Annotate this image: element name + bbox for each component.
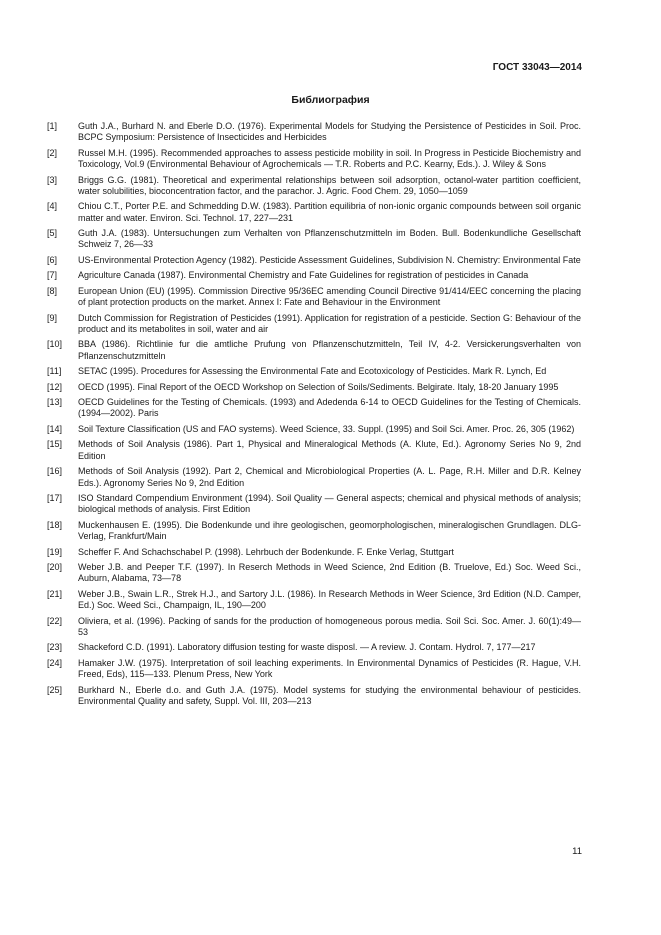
reference-item	[47, 121, 581, 144]
reference-text: Guth J.A. (1983). Untersuchungen zum Verhalten von Pflanzenschutzmitteln im Boden. Bull. Bodenkundliche Gesellschaft Schweiz 7, 26—33	[78, 228, 581, 250]
reference-number: [1]	[47, 121, 58, 131]
reference-number: [16]	[47, 466, 63, 477]
reference-text: Guth J.A., Burhard N. and Eberle D.O. (1976). Experimental Models for Studying the Persistence of Pesticides in Soil. Proc. BCPC Symposium: Persistence of Insecticides and Herbicides	[78, 121, 581, 143]
reference-item	[47, 616, 581, 639]
reference-number: [14]	[47, 423, 63, 434]
reference-number: [19]	[47, 546, 63, 557]
reference-number: [24]	[47, 657, 63, 668]
reference-item	[47, 439, 581, 462]
reference-text: Oliviera, et al. (1996). Packing of sands for the production of homogeneous porous media. Soil Sci. Soc. Amer. J. 60(1):49—53	[78, 615, 581, 637]
reference-text: Russel M.H. (1995). Recommended approaches to assess pesticide mobility in soil. In Progress in Pesticide Biochemistry and Toxicology, Vol.9 (Environmental Behaviour of Agrochemicals — T.R. Roberts and P.C. Kearny, Eds.). J. Wiley & Sons	[78, 147, 581, 170]
reference-number: [13]	[47, 397, 63, 408]
reference-text: Scheffer F. And Schachschabel P. (1998). Lehrbuch der Bodenkunde. F. Enke Verlag, Stuttgart	[78, 546, 454, 557]
reference-text: SETAC (1995). Procedures for Assessing the Environmental Fate and Ecotoxicology of Pesticides. Mark R. Lynch, Ed	[78, 366, 547, 377]
reference-item	[47, 255, 581, 266]
reference-list	[47, 121, 581, 711]
reference-number: [9]	[47, 312, 58, 323]
document-code: ГОСТ 33043—2014	[492, 62, 582, 73]
reference-text: Shackeford C.D. (1991). Laboratory diffusion testing for waste disposl. — A review. J. Contam. Hydrol. 7, 177—217	[78, 642, 536, 653]
reference-item	[47, 270, 581, 281]
reference-item	[47, 339, 581, 362]
reference-text: Methods of Soil Analysis (1992). Part 2, Chemical and Microbiological Properties (A. L. Page, R.H. Miller and D.R. Kelney Eds.). Agronomy Series No 9, 2nd Edition	[78, 466, 581, 488]
reference-item	[47, 520, 581, 543]
reference-item	[47, 313, 581, 336]
page-number: 11	[572, 846, 582, 857]
reference-item	[47, 382, 581, 393]
reference-text: BBA (1986). Richtlinie fur die amtliche Prufung von Pflanzenschutzmitteln, Teil IV, 4-2. Versickerungsverhalten von Pflanzenschutzmitteln	[78, 339, 581, 361]
reference-number: [22]	[47, 615, 63, 626]
reference-item	[47, 493, 581, 516]
reference-text: European Union (EU) (1995). Commission Directive 95/36EC amending Council Directive 91/414/EEC concerning the placing of plant protection products on the market. Annex I: Fate and Behaviour in the Environment	[78, 285, 581, 308]
bibliography-title: Библиография	[291, 94, 370, 106]
reference-text: Dutch Commission for Registration of Pesticides (1991). Application for registration of a pesticide. Section G: Behaviour of the product and its metabolites in soil, water and air	[78, 312, 581, 334]
reference-item	[47, 148, 581, 171]
reference-number: [4]	[47, 201, 58, 212]
reference-item	[47, 201, 581, 224]
reference-item	[47, 658, 581, 681]
reference-item	[47, 228, 581, 251]
reference-number: [5]	[47, 228, 58, 239]
reference-item	[47, 424, 581, 435]
reference-item	[47, 466, 581, 489]
reference-text: Briggs G.G. (1981). Theoretical and experimental relationships between soil adsorption, octanol-water partition coefficient, water solubilities, bioconcentration factor, and the parachor. J. Agric. Food Chem. 29, 1050—1059	[78, 174, 581, 196]
reference-text: ISO Standard Compendium Environment (1994). Soil Quality — General aspects; chemical and physical methods of analysis; biological methods of analysis. First Edition	[78, 493, 581, 515]
reference-text: Agriculture Canada (1987). Environmental Chemistry and Fate Guidelines for registration of pesticides in Canada	[78, 270, 529, 281]
reference-number: [3]	[47, 174, 58, 185]
reference-number: [8]	[47, 285, 58, 296]
reference-text: Hamaker J.W. (1975). Interpretation of soil leaching experiments. In Environmental Dynamics of Pesticides (R. Hague, V.H. Freed, Eds), 115—133. Plenum Press, New York	[78, 657, 581, 680]
reference-text: Methods of Soil Analysis (1986). Part 1, Physical and Mineralogical Methods (A. Klute, Ed.). Agronomy Series No 9, 2nd Edition	[78, 439, 581, 461]
reference-item	[47, 562, 581, 585]
reference-item	[47, 175, 581, 198]
reference-text: Weber J.B. and Peeper T.F. (1997). In Reserch Methods in Weed Science, 2nd Edition (B. Truelove, Ed.) Soc. Weed Sci., Auburn, Alabama, 73—78	[78, 562, 581, 584]
reference-number: [21]	[47, 588, 63, 599]
reference-number: [18]	[47, 519, 63, 530]
reference-text: Muckenhausen E. (1995). Die Bodenkunde und ihre geologischen, geomorphologischen, mineralogischen Grundlagen. DLG-Verlag, Frankfurt/Main	[78, 519, 581, 542]
reference-item	[47, 547, 581, 558]
reference-text: OECD (1995). Final Report of the OECD Workshop on Selection of Soils/Sediments. Belgirate. Italy, 18-20 January 1995	[78, 381, 559, 392]
reference-number: [17]	[47, 493, 63, 504]
reference-text: Burkhard N., Eberle d.o. and Guth J.A. (1975). Model systems for studying the environmental behaviour of pesticides. Environmental Quality and safety, Suppl. Vol. III, 203—213	[78, 684, 581, 706]
reference-number: [10]	[47, 339, 63, 350]
reference-number: [2]	[47, 147, 58, 158]
reference-item	[47, 366, 581, 377]
reference-number: [6]	[47, 254, 58, 265]
reference-text: OECD Guidelines for the Testing of Chemicals. (1993) and Adedenda 6-14 to OECD Guidelines for the Testing of Chemicals. (1994—2002). Paris	[78, 397, 581, 419]
reference-number: [12]	[47, 381, 63, 392]
reference-text: US-Environmental Protection Agency (1982). Pesticide Assessment Guidelines, Subdivision N. Chemistry: Environmental Fate	[78, 254, 581, 265]
reference-item	[47, 642, 581, 653]
reference-item	[47, 589, 581, 612]
reference-number: [20]	[47, 562, 63, 573]
reference-item	[47, 286, 581, 309]
reference-number: [25]	[47, 684, 63, 695]
reference-number: [23]	[47, 642, 63, 653]
reference-number: [15]	[47, 439, 63, 450]
reference-text: Soil Texture Classification (US and FAO systems). Weed Science, 33. Suppl. (1995) and Soil Sci. Amer. Proc. 26, 305 (1962)	[78, 423, 575, 434]
reference-text: Chiou C.T., Porter P.E. and Schmedding D.W. (1983). Partition equilibria of non-ionic organic compounds between soil organic matter and water. Environ. Sci. Technol. 17, 227—231	[78, 201, 581, 223]
reference-item	[47, 397, 581, 420]
reference-number: [7]	[47, 270, 58, 281]
reference-text: Weber J.B., Swain L.R., Strek H.J., and Sartory J.L. (1986). In Research Methods in Weer Science, 3rd Edition (N.D. Camper, Ed.) Soc. Weed Sci., Champaign, IL, 190—200	[78, 588, 581, 611]
reference-number: [11]	[47, 366, 62, 377]
reference-item	[47, 685, 581, 708]
